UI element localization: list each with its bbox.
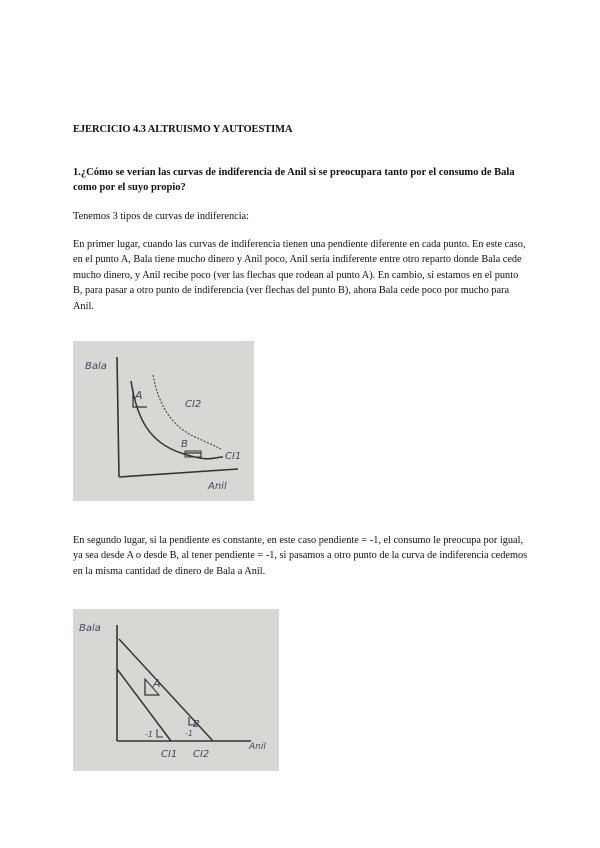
paragraph-first-case: En primer lugar, cuando las curvas de indiferencia tienen una pendiente diferente en cada punto. En este caso, en el punto A, Bala tiene mucho dinero y Anil poco, Anil sería indiferente entre otro reparto donde Bala cede mucho dinero, y Anil recibe poco (ver las flechas que rodean al punto A). En cambio, si estamos en el punto B, para pasar a otro punto de indiferencia (ver flechas del punto B), ahora Bala cede poco por mucho para Anil. xyxy=(73,239,526,312)
intro-text: Tenemos 3 tipos de curvas de indiferencia: xyxy=(73,211,249,222)
convex-curves-sketch xyxy=(73,341,254,501)
fig2-point-a-label: A xyxy=(153,677,161,690)
fig1-point-b-label: B xyxy=(181,439,188,450)
exercise-title: EJERCICIO 4.3 ALTRUISMO Y AUTOESTIMA xyxy=(73,124,293,135)
fig1-curve1-label: CI1 xyxy=(225,451,242,462)
fig2-x-axis-label: Anil xyxy=(249,742,266,752)
fig2-curve2-label: CI2 xyxy=(193,749,210,760)
fig2-slope2-label: -1 xyxy=(185,729,193,738)
linear-curves-sketch xyxy=(73,609,279,771)
figure-linear-curves xyxy=(73,609,279,771)
fig1-curve2-label: CI2 xyxy=(185,399,202,410)
figure-convex-curves xyxy=(73,341,254,501)
fig1-point-a-label: A xyxy=(135,389,143,402)
fig2-curve1-label: CI1 xyxy=(161,749,178,760)
fig2-y-axis-label: Bala xyxy=(79,623,101,634)
fig2-point-b-label: B xyxy=(193,719,200,730)
fig1-y-axis-label: Bala xyxy=(85,361,107,372)
question-text: 1.¿Cómo se verían las curvas de indiferencia de Anil si se preocupara tanto por el consumo de Bala como por el suyo propio? xyxy=(73,167,515,193)
fig1-x-axis-label: Anil xyxy=(208,481,227,492)
fig2-slope1-label: -1 xyxy=(145,730,153,739)
paragraph-second-case: En segundo lugar, si la pendiente es constante, en este caso pendiente = -1, el consumo le preocupa por igual, ya sea desde A o desde B, al tener pendiente = -1, si pasamos a otro punto de la curva de indiferencia cedemos en la misma cantidad de dinero de Bala a Anil. xyxy=(73,535,528,577)
